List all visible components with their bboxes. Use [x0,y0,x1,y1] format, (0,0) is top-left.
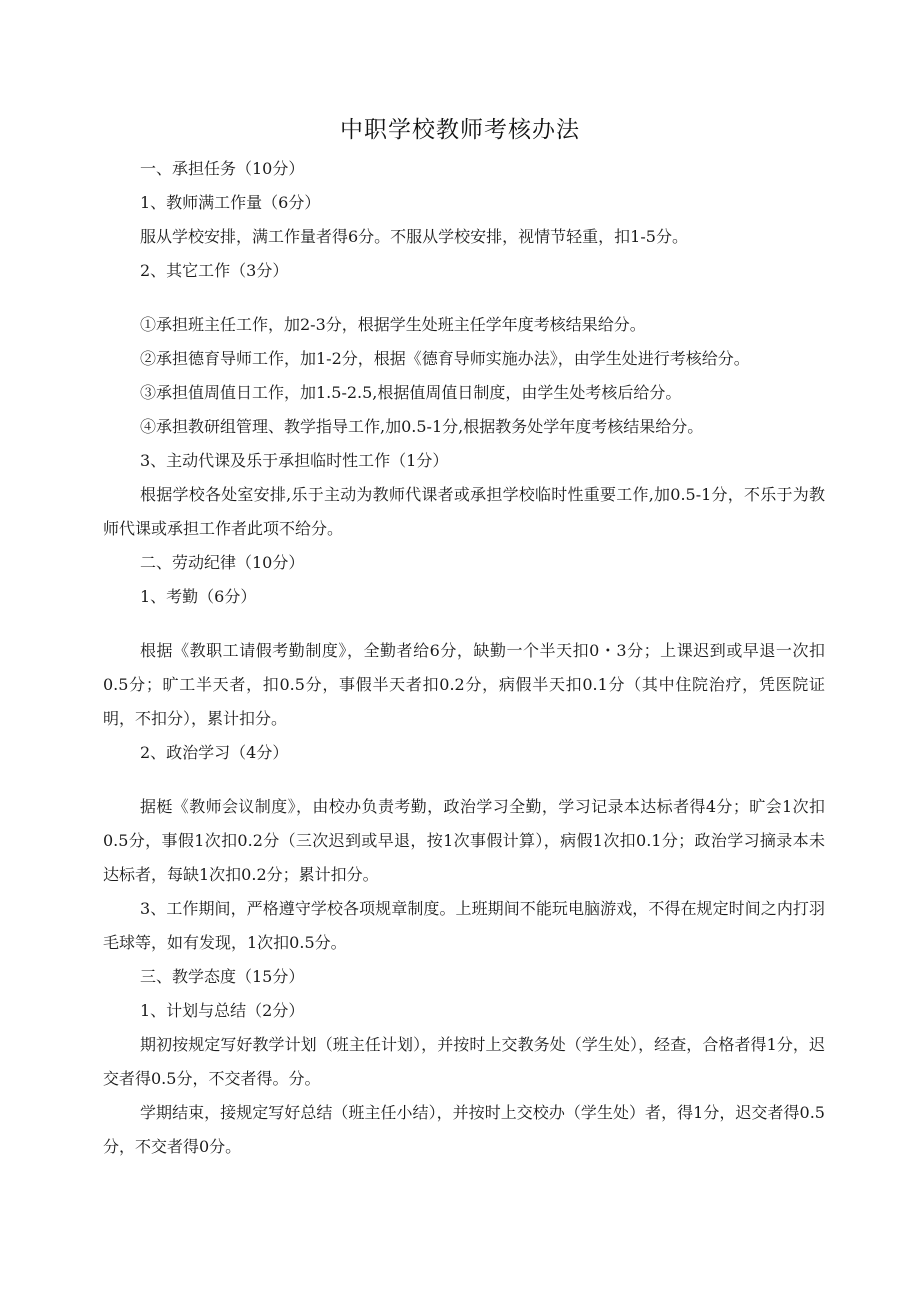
document-title: 中职学校教师考核办法 [340,117,580,143]
list-item: ③承担值周值日工作，加1.5-2.5,根据值周值日制度，由学生处考核后给分。 [140,383,682,402]
paragraph: 学期结束，接规定写好总结（班主任小结），并按时上交校办（学生处）者，得1分，迟交者得0.5分，不交者得0分。 [103,1103,825,1156]
subsection-heading: 2、其它工作（3分） [140,261,289,280]
section-heading: 一、承担任务（10分） [140,159,305,178]
subsection-heading: 2、政治学习（4分） [140,743,289,762]
list-item: ④承担教研组管理、教学指导工作,加0.5-1分,根据教务处学年度考核结果给分。 [140,417,704,436]
paragraph: 期初按规定写好教学计划（班主任计划），并按时上交教务处（学生处），经查，合格者得1分，迟交者得0.5分，不交者得。分。 [103,1035,825,1088]
section-heading: 三、教学态度（15分） [140,967,305,986]
paragraph: 据梃《教师会议制度》，由校办负责考勤，政治学习全勤，学习记录本达标者得4分；旷会1次扣0.5分，事假1次扣0.2分（三次迟到或早退，按1次事假计算），病假1次扣0.1分；政治学习摘录本未达标者，每缺1次扣0.2分；累计扣分。 [103,797,825,884]
document-body [103,152,825,1164]
list-item: ①承担班主任工作，加2-3分，根据学生处班主任学年度考核结果给分。 [140,315,646,334]
paragraph: 3、工作期间，严格遵守学校各项规章制度。上班期间不能玩电脑游戏，不得在规定时间之内打羽毛球等，如有发现，1次扣0.5分。 [103,899,825,952]
section-heading: 二、劳动纪律（10分） [140,553,305,572]
subsection-heading: 3、主动代课及乐于承担临时性工作（1分） [140,451,449,470]
paragraph: 根据学校各处室安排,乐于主动为教师代课者或承担学校临时性重要工作,加0.5-1分，不乐于为教师代课或承担工作者此项不给分。 [103,485,825,538]
list-item: ②承担德育导师工作，加1-2分，根据《德育导师实施办法》，由学生处进行考核给分。 [140,349,750,368]
subsection-heading: 1、考勤（6分） [140,587,257,606]
subsection-heading: 1、计划与总结（2分） [140,1001,305,1020]
paragraph: 根据《教职工请假考勤制度》，全勤者给6分，缺勤一个半天扣0・3分；上课迟到或早退一次扣0.5分；旷工半天者，扣0.5分，事假半天者扣0.2分，病假半天扣0.1分（其中住院治疗，凭医院证明，不扣分），累计扣分。 [103,641,825,728]
paragraph: 服从学校安排，满工作量者得6分。不服从学校安排，视情节轻重，扣1-5分。 [140,227,688,246]
subsection-heading: 1、教师满工作量（6分） [140,193,321,212]
